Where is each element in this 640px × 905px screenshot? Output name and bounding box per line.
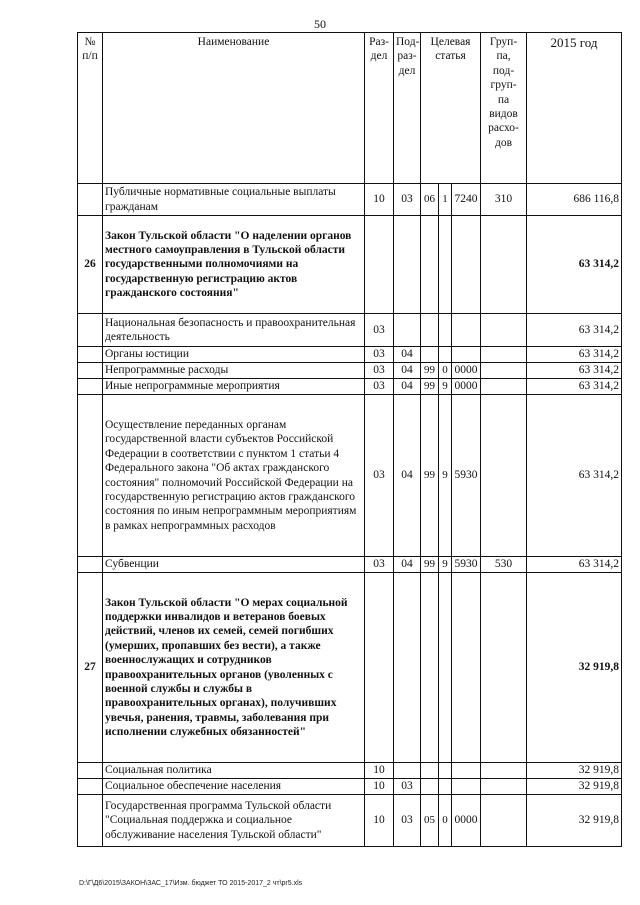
row-sum: 32 919,8 [527, 779, 622, 795]
row-sum: 32 919,8 [527, 573, 622, 763]
row-vid-rashodov [481, 779, 527, 795]
row-razdel: 03 [365, 347, 394, 363]
row-cs-direction: 7240 [452, 184, 481, 216]
row-num [78, 363, 103, 379]
row-podrazdel: 04 [394, 557, 421, 573]
row-cs-subprogram: 0 [439, 363, 452, 379]
row-name: Осуществление переданных органам государственной власти субъектов Российской Федерации в соответствии с пунктом 1 статьи 4 Федерального закона "Об актах гражданского состояния" полномочий Российской Федерации на государственную регистрацию актов гражданского состояния по иным непрограммным мероприятиям в рамках непрограммных расходов [103, 395, 365, 557]
row-cs-direction: 5930 [452, 395, 481, 557]
row-name: Закон Тульской области "О мерах социальной поддержки инвалидов и ветеранов боевых действий, членов их семей, семей погибших (умерших, пропавших без вести), а также военнослужащих и сотрудников правоохранительных органов (уволенных с военной службы и службы в правоохранительных органах), получивших увечья, ранения, травмы, заболевания при исполнении служебных обязанностей" [103, 573, 365, 763]
row-cs-direction [452, 779, 481, 795]
row-num [78, 557, 103, 573]
header-year: 2015 год [527, 33, 622, 184]
row-cs-direction: 0000 [452, 795, 481, 847]
row-cs-subprogram [439, 779, 452, 795]
table-row [78, 795, 622, 847]
row-vid-rashodov [481, 795, 527, 847]
row-cs-direction: 0000 [452, 379, 481, 395]
row-name: Закон Тульской области "О наделении органов местного самоуправления в Тульской области государственными полномочиями на государственную регистрацию актов гражданского состояния" [103, 216, 365, 314]
row-vid-rashodov [481, 216, 527, 314]
row-razdel [365, 573, 394, 763]
row-vid-rashodov [481, 395, 527, 557]
row-razdel: 10 [365, 779, 394, 795]
row-name: Социальная политика [103, 763, 365, 779]
row-sum: 63 314,2 [527, 363, 622, 379]
row-num [78, 795, 103, 847]
row-cs-program [421, 779, 439, 795]
table-row [78, 347, 622, 363]
row-sum: 63 314,2 [527, 347, 622, 363]
row-sum: 32 919,8 [527, 763, 622, 779]
row-cs-subprogram: 9 [439, 379, 452, 395]
header-podrazdel: Под- раз- дел [394, 33, 421, 184]
row-podrazdel: 03 [394, 795, 421, 847]
row-vid-rashodov [481, 347, 527, 363]
row-cs-direction [452, 347, 481, 363]
row-cs-program: 99 [421, 557, 439, 573]
budget-table [77, 32, 622, 847]
table-row [78, 763, 622, 779]
row-vid-rashodov: 310 [481, 184, 527, 216]
row-sum: 63 314,2 [527, 314, 622, 347]
row-num [78, 347, 103, 363]
row-razdel: 03 [365, 314, 394, 347]
row-podrazdel [394, 573, 421, 763]
row-num [78, 314, 103, 347]
table-row [78, 395, 622, 557]
header-razdel: Раз- дел [365, 33, 394, 184]
row-num [78, 779, 103, 795]
footer-file-path: D:\Г\Д6\2015\ЗАКОН\ЗАС_17\Изм. бюджет ТО 2015-2017_2 чт\pr5.xls [79, 880, 303, 887]
row-cs-subprogram [439, 573, 452, 763]
row-sum: 63 314,2 [527, 395, 622, 557]
table-header-row [78, 33, 622, 184]
row-cs-program [421, 763, 439, 779]
table-row [78, 216, 622, 314]
row-vid-rashodov [481, 573, 527, 763]
row-razdel: 10 [365, 795, 394, 847]
header-gruppa-vidov-rashodov: Груп- па, под- груп- па видов расхо- дов [481, 33, 527, 184]
row-razdel [365, 216, 394, 314]
table-row [78, 363, 622, 379]
row-sum: 32 919,8 [527, 795, 622, 847]
row-razdel: 10 [365, 184, 394, 216]
row-vid-rashodov [481, 314, 527, 347]
row-razdel: 03 [365, 557, 394, 573]
row-cs-program [421, 347, 439, 363]
row-podrazdel [394, 314, 421, 347]
row-cs-subprogram: 9 [439, 557, 452, 573]
row-cs-program: 99 [421, 363, 439, 379]
row-podrazdel: 04 [394, 379, 421, 395]
row-cs-program [421, 573, 439, 763]
header-num: № п/п [78, 33, 103, 184]
row-cs-direction: 0000 [452, 363, 481, 379]
row-cs-direction: 5930 [452, 557, 481, 573]
row-name: Непрограммные расходы [103, 363, 365, 379]
row-cs-subprogram: 0 [439, 795, 452, 847]
row-cs-program [421, 314, 439, 347]
row-cs-direction [452, 216, 481, 314]
header-name: Наименование [103, 33, 365, 184]
row-name: Социальное обеспечение населения [103, 779, 365, 795]
row-num: 27 [78, 573, 103, 763]
row-cs-program: 99 [421, 395, 439, 557]
row-podrazdel [394, 763, 421, 779]
table-row [78, 379, 622, 395]
table-row [78, 314, 622, 347]
row-podrazdel: 04 [394, 363, 421, 379]
row-cs-subprogram [439, 763, 452, 779]
row-vid-rashodov [481, 379, 527, 395]
row-cs-program: 05 [421, 795, 439, 847]
row-razdel: 03 [365, 395, 394, 557]
table-row [78, 184, 622, 216]
row-razdel: 03 [365, 379, 394, 395]
row-cs-program: 06 [421, 184, 439, 216]
table-row [78, 779, 622, 795]
row-num [78, 184, 103, 216]
row-cs-subprogram [439, 314, 452, 347]
row-num [78, 395, 103, 557]
table-row [78, 573, 622, 763]
row-name: Публичные нормативные социальные выплаты гражданам [103, 184, 365, 216]
row-vid-rashodov [481, 763, 527, 779]
row-cs-subprogram: 1 [439, 184, 452, 216]
row-cs-subprogram [439, 347, 452, 363]
row-cs-direction [452, 763, 481, 779]
row-podrazdel [394, 216, 421, 314]
row-name: Национальная безопасность и правоохранительная деятельность [103, 314, 365, 347]
row-cs-program: 99 [421, 379, 439, 395]
row-podrazdel: 03 [394, 184, 421, 216]
row-podrazdel: 03 [394, 779, 421, 795]
row-cs-subprogram: 9 [439, 395, 452, 557]
row-sum: 63 314,2 [527, 379, 622, 395]
row-num: 26 [78, 216, 103, 314]
row-cs-subprogram [439, 216, 452, 314]
row-name: Иные непрограммные мероприятия [103, 379, 365, 395]
row-razdel: 10 [365, 763, 394, 779]
row-name: Субвенции [103, 557, 365, 573]
row-num [78, 763, 103, 779]
row-sum: 63 314,2 [527, 216, 622, 314]
row-cs-program [421, 216, 439, 314]
row-vid-rashodov [481, 363, 527, 379]
header-tselevaya-statya: Целевая статья [421, 33, 481, 184]
row-sum: 686 116,8 [527, 184, 622, 216]
row-razdel: 03 [365, 363, 394, 379]
row-podrazdel: 04 [394, 347, 421, 363]
row-sum: 63 314,2 [527, 557, 622, 573]
row-num [78, 379, 103, 395]
row-cs-direction [452, 314, 481, 347]
row-name: Органы юстиции [103, 347, 365, 363]
page-number: 50 [314, 17, 326, 31]
table-row [78, 557, 622, 573]
row-name: Государственная программа Тульской области "Социальная поддержка и социальное обслуживание населения Тульской области" [103, 795, 365, 847]
row-vid-rashodov: 530 [481, 557, 527, 573]
row-cs-direction [452, 573, 481, 763]
row-podrazdel: 04 [394, 395, 421, 557]
